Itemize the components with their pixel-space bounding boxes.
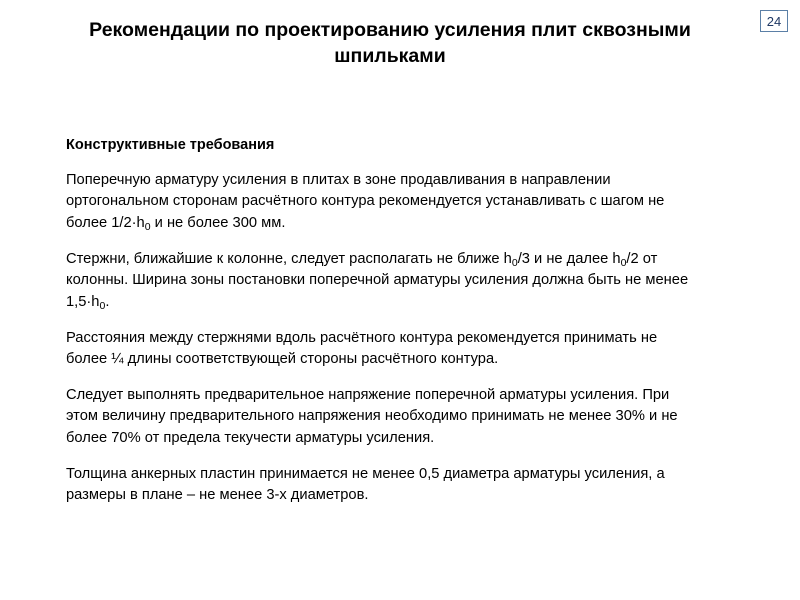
- page-title: Рекомендации по проектированию усиления плит сквозными шпильками: [89, 19, 691, 67]
- section-subheading: Конструктивные требования: [66, 137, 275, 153]
- paragraph-2: Стержни, ближайшие к колонне, следует располагать не ближе $h_0/3$ и не далее $h_0/2$ от колонны. Ширина зоны постановки поперечной арматуры усиления должна быть не менее $1,5\cdot h_0$.: [66, 250, 689, 312]
- paragraph-4: Следует выполнять предварительное напряжение поперечной арматуры усиления. При этом величину предварительного напряжения необходимо принимать не менее 30% и не более 70% от предела текучести арматуры усиления.: [66, 386, 678, 446]
- paragraph-5: Толщина анкерных пластин принимается не менее 0,5 диаметра арматуры усиления, а размеры в плане – не менее 3-х диаметров.: [66, 465, 665, 504]
- paragraph-3: Расстояния между стержнями вдоль расчётного контура рекомендуется принимать не более ¼ длины соответствующей стороны расчётного контура.: [66, 329, 658, 368]
- content-body: [66, 136, 698, 507]
- slide-number-badge: 24: [760, 10, 788, 32]
- paragraph-1: Поперечную арматуру усиления в плитах в зоне продавливания в направлении ортогональном сторонам расчётного контура рекомендуется устанавливать с шагом не более $1/2\cdot h_0$ и не более 300 мм.: [66, 171, 665, 234]
